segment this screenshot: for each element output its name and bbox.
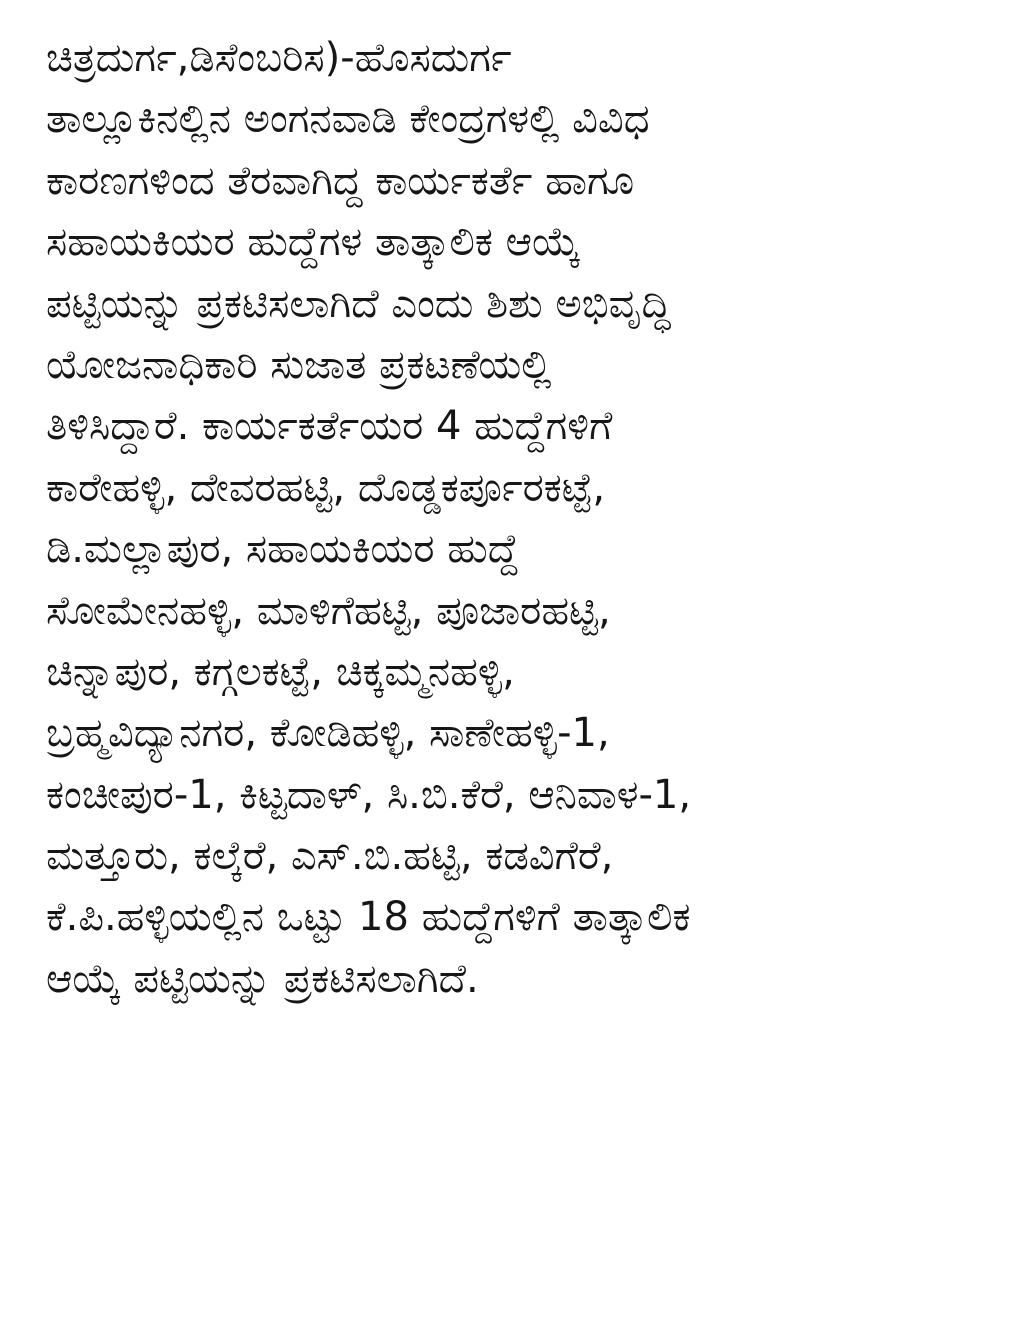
article-line-6: ಯೋಜನಾಧಿಕಾರಿ ಸುಜಾತ ಪ್ರಕಟಣೆಯಲ್ಲಿ [46,341,552,388]
article-line-7: ತಿಳಿಸಿದ್ದಾರೆ. ಕಾರ್ಯಕರ್ತೆಯರ 4 ಹುದ್ದೆಗಳಿಗೆ [46,403,613,450]
article-line-10: ಸೋಮೇನಹಳ್ಳಿ, ಮಾಳಿಗೆಹಟ್ಟಿ, ಪೂಜಾರಹಟ್ಟಿ, [46,587,611,634]
article-line-13: ಕಂಚೀಪುರ-1, ಕಿಟ್ಟದಾಳ್, ಸಿ.ಬಿ.ಕೆರೆ, ಆನಿವಾಳ-1, [46,771,692,818]
article-line-4: ಸಹಾಯಕಿಯರ ಹುದ್ದೆಗಳ ತಾತ್ಕಾಲಿಕ ಆಯ್ಕೆ [46,219,581,266]
article-line-2: ತಾಲ್ಲೂಕಿನಲ್ಲಿನ ಅಂಗನವಾಡಿ ಕೇಂದ್ರಗಳಲ್ಲಿ ವಿವಿಧ [46,96,650,143]
news-article-text [46,28,1006,1010]
article-line-1: ಚಿತ್ರದುರ್ಗ,ಡಿಸೆಂಬರಿಸ)-ಹೊಸದುರ್ಗ [46,35,512,81]
article-line-5: ಪಟ್ಟಿಯನ್ನು ಪ್ರಕಟಿಸಲಾಗಿದೆ ಎಂದು ಶಿಶು ಅಭಿವೃದ್ಧಿ [46,280,671,327]
article-line-15: ಕೆ.ಪಿ.ಹಳ್ಳಿಯಲ್ಲಿನ ಒಟ್ಟು 18 ಹುದ್ದೆಗಳಿಗೆ ತಾತ್ಕಾಲಿಕ [46,894,691,941]
article-line-3: ಕಾರಣಗಳಿಂದ ತೆರವಾಗಿದ್ದ ಕಾರ್ಯಕರ್ತೆ ಹಾಗೂ [46,157,635,204]
article-line-16: ಆಯ್ಕೆ ಪಟ್ಟಿಯನ್ನು ಪ್ರಕಟಿಸಲಾಗಿದೆ. [46,955,479,1002]
article-line-12: ಬ್ರಹ್ಮವಿದ್ಯಾನಗರ, ಕೋಡಿಹಳ್ಳಿ, ಸಾಣೇಹಳ್ಳಿ-1, [46,710,610,757]
article-line-9: ಡಿ.ಮಲ್ಲಾಪುರ, ಸಹಾಯಕಿಯರ ಹುದ್ದೆ [46,526,519,573]
article-line-11: ಚಿನ್ನಾಪುರ, ಕಗ್ಗಲಕಟ್ಟೆ, ಚಿಕ್ಕಮ್ಮನಹಳ್ಳಿ, [46,648,515,695]
article-line-8: ಕಾರೇಹಳ್ಳಿ, ದೇವರಹಟ್ಟಿ, ದೊಡ್ಡಕರ್ಪೂರಕಟ್ಟೆ, [46,464,606,511]
article-line-14: ಮತ್ತೂರು, ಕಲ್ಕೆರೆ, ಎಸ್.ಬಿ.ಹಟ್ಟಿ, ಕಡವಿಗೆರೆ, [46,833,614,880]
